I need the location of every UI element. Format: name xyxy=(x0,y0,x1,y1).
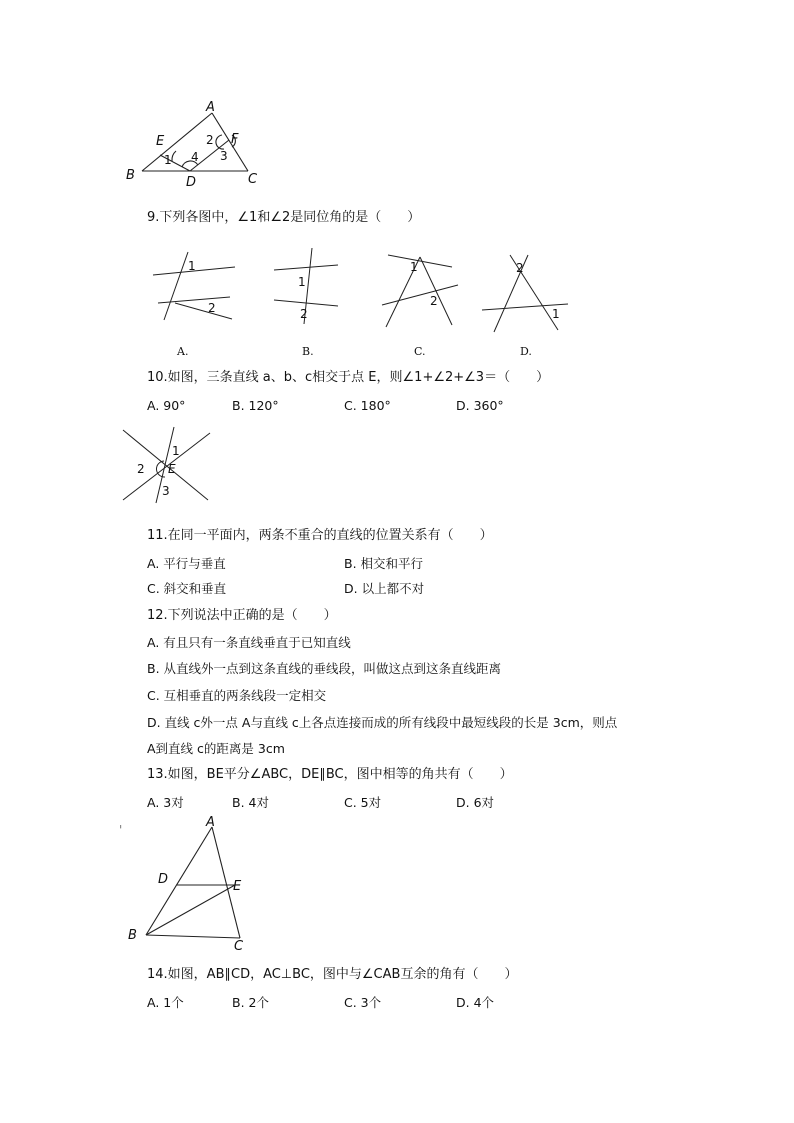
q12-option-c[interactable]: C. 互相垂直的两条线段一定相交 xyxy=(147,688,327,703)
q9c-angle-2: 2 xyxy=(430,294,438,308)
q9-caption-a: A. xyxy=(177,345,189,358)
question-11-stem: 11.在同一平面内，两条不重合的直线的位置关系有（ ） xyxy=(147,528,493,543)
q10-angle-3: 3 xyxy=(162,484,170,498)
angle-label-1: 1 xyxy=(164,153,172,167)
q13-option-b[interactable]: B. 4对 xyxy=(232,795,269,810)
q9a-angle-1: 1 xyxy=(188,259,196,273)
q11-option-b[interactable]: B. 相交和平行 xyxy=(344,556,424,571)
q13-option-d[interactable]: D. 6对 xyxy=(456,795,495,810)
stray-tick-mark: ' xyxy=(119,823,123,837)
q9-caption-b: B. xyxy=(302,345,314,358)
label-c: C xyxy=(248,172,258,187)
label-d: D xyxy=(186,175,197,190)
question-10-stem: 10.如图，三条直线 a、b、c相交于点 E，则∠1+∠2+∠3＝（ ） xyxy=(147,370,550,385)
q11-option-c[interactable]: C. 斜交和垂直 xyxy=(147,581,227,596)
q10-option-d[interactable]: D. 360° xyxy=(456,398,504,413)
q11-option-a[interactable]: A. 平行与垂直 xyxy=(147,556,226,571)
angle-label-2: 2 xyxy=(206,133,214,147)
q10-option-a[interactable]: A. 90° xyxy=(147,398,186,413)
q10-angle-2: 2 xyxy=(137,462,145,476)
q10-option-b[interactable]: B. 120° xyxy=(232,398,279,413)
q12-option-a[interactable]: A. 有且只有一条直线垂直于已知直线 xyxy=(147,635,351,650)
angle-arc-1 xyxy=(172,151,176,161)
q13-label-a: A xyxy=(206,815,215,830)
q9c-angle-1: 1 xyxy=(410,260,418,274)
triangle-figure-q8 xyxy=(120,95,280,190)
q10-option-c[interactable]: C. 180° xyxy=(344,398,391,413)
question-14-stem: 14.如图，AB∥CD，AC⊥BC，图中与∠CAB互余的角有（ ） xyxy=(147,967,518,982)
q9b-angle-1: 1 xyxy=(298,275,306,289)
q9-caption-d: D. xyxy=(520,345,532,358)
q13-option-c[interactable]: C. 5对 xyxy=(344,795,382,810)
segment-ac xyxy=(212,113,248,171)
q9a-angle-2: 2 xyxy=(208,301,216,315)
angle-label-3: 3 xyxy=(220,149,228,163)
question-9-stem: 9.下列各图中，∠1和∠2是同位角的是（ ） xyxy=(147,210,421,225)
q13-label-d: D xyxy=(158,872,169,887)
q13-triangle-figure xyxy=(122,815,262,955)
q13-option-a[interactable]: A. 3对 xyxy=(147,795,184,810)
q10-point-e: E xyxy=(168,462,176,476)
q12-option-b[interactable]: B. 从直线外一点到这条直线的垂线段，叫做这点到这条直线距离 xyxy=(147,661,502,676)
q9-figure-c xyxy=(378,245,468,330)
label-f: F xyxy=(231,132,239,147)
q12-option-d[interactable]: D. 直线 c外一点 A与直线 c上各点连接而成的所有线段中最短线段的长是 3cm，则点 xyxy=(147,715,618,730)
q9d-angle-1: 1 xyxy=(552,307,560,321)
q13-label-e: E xyxy=(233,879,242,894)
label-e: E xyxy=(156,134,165,149)
q10-angle-1: 1 xyxy=(172,444,180,458)
q14-option-a[interactable]: A. 1个 xyxy=(147,995,184,1010)
q9-figure-a xyxy=(150,245,240,325)
q13-label-b: B xyxy=(128,928,137,943)
label-b: B xyxy=(126,168,135,183)
q11-option-d[interactable]: D. 以上都不对 xyxy=(344,581,425,596)
q14-option-c[interactable]: C. 3个 xyxy=(344,995,382,1010)
q10-three-lines-figure xyxy=(118,425,218,505)
question-13-stem: 13.如图，BE平分∠ABC，DE∥BC，图中相等的角共有（ ） xyxy=(147,767,513,782)
label-a: A xyxy=(206,100,215,115)
q9-figure-b xyxy=(270,240,350,330)
q9-caption-c: C. xyxy=(414,345,426,358)
q9d-angle-2: 2 xyxy=(516,261,524,275)
q13-label-c: C xyxy=(234,939,244,954)
question-12-stem: 12.下列说法中正确的是（ ） xyxy=(147,608,337,623)
q14-option-b[interactable]: B. 2个 xyxy=(232,995,269,1010)
q12-option-d-continued: A到直线 c的距离是 3cm xyxy=(147,741,285,756)
q14-option-d[interactable]: D. 4个 xyxy=(456,995,495,1010)
q9b-angle-2: 2 xyxy=(300,307,308,321)
angle-label-4: 4 xyxy=(191,150,199,164)
q9-figure-d xyxy=(480,250,570,335)
